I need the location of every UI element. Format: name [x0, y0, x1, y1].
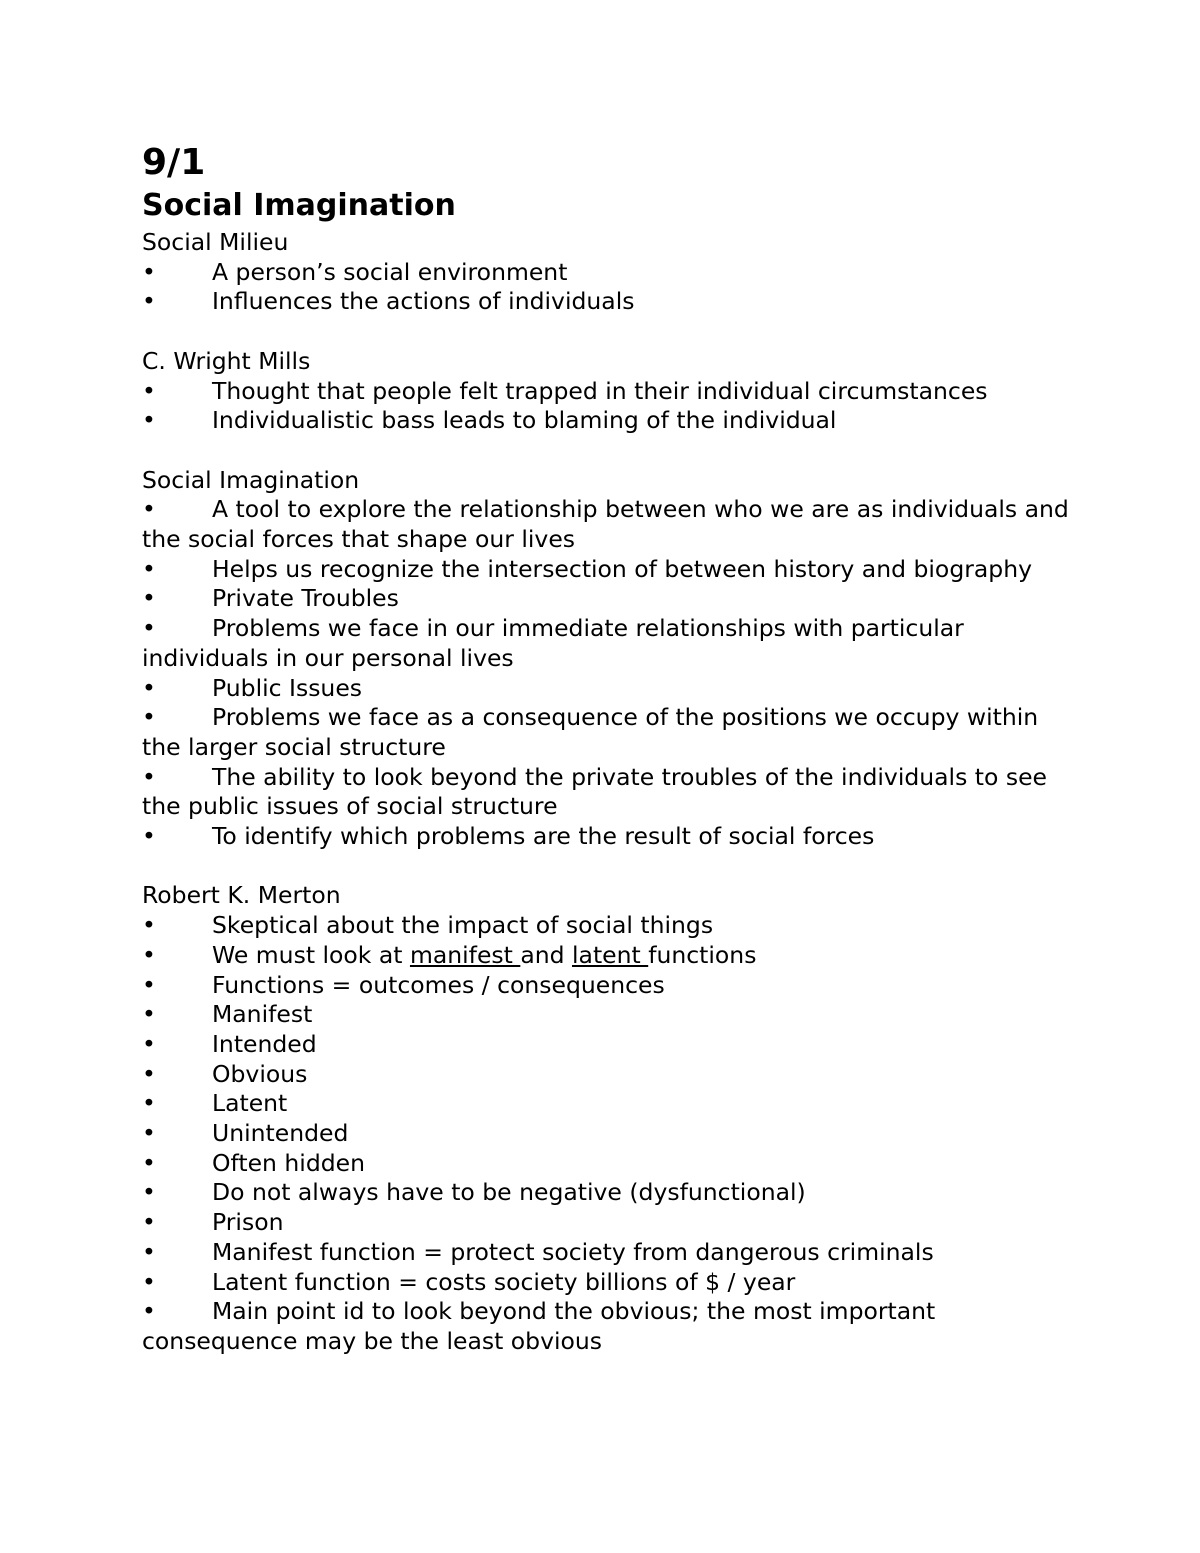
- section-heading: Social Imagination: [142, 465, 360, 494]
- bullet-list: [142, 258, 1082, 317]
- bullet-item: [142, 703, 1082, 762]
- bullet-text: Prison: [212, 1208, 284, 1237]
- bullet-dot-icon: •: [142, 1089, 156, 1118]
- bullet-dot-icon: •: [142, 406, 156, 435]
- bullet-dot-icon: •: [142, 911, 156, 940]
- bullet-text: Public Issues: [212, 673, 363, 702]
- bullet-item: [142, 1000, 1082, 1030]
- bullet-text: Problems we face as a consequence of the positions we occupy within the larger social structure: [142, 703, 1039, 761]
- section: [142, 466, 1082, 852]
- bullet-item: [142, 1208, 1082, 1238]
- document-title: Social Imagination: [142, 188, 456, 223]
- bullet-text: and: [520, 940, 573, 969]
- bullet-item: [142, 1149, 1082, 1179]
- bullet-text: Problems we face in our immediate relationships with particular individuals in our personal lives: [142, 614, 964, 672]
- section: [142, 881, 1082, 1356]
- bullet-item: [142, 941, 1082, 971]
- bullet-item: [142, 584, 1082, 614]
- bullet-text: The ability to look beyond the private troubles of the individuals to see the public issues of social structure: [142, 762, 1048, 821]
- bullet-dot-icon: •: [142, 1029, 156, 1058]
- bullet-dot-icon: •: [142, 287, 156, 316]
- bullet-dot-icon: •: [142, 495, 156, 524]
- section-heading: C. Wright Mills: [142, 346, 311, 375]
- bullet-dot-icon: •: [142, 257, 156, 286]
- bullet-dot-icon: •: [142, 940, 156, 969]
- bullet-text: Functions = outcomes / consequences: [212, 970, 665, 999]
- bullet-text: A person’s social environment: [212, 257, 568, 286]
- bullet-dot-icon: •: [142, 584, 156, 613]
- bullet-text: Individualistic bass leads to blaming of the individual: [212, 406, 837, 435]
- bullet-item: [142, 377, 1082, 407]
- underlined-term: latent: [572, 940, 649, 969]
- bullet-text: Main point id to look beyond the obvious; the most important consequence may be the least obvious: [142, 1297, 936, 1355]
- bullet-dot-icon: •: [142, 762, 156, 791]
- bullet-dot-icon: •: [142, 673, 156, 702]
- bullet-item: [142, 406, 1082, 436]
- bullet-dot-icon: •: [142, 1178, 156, 1207]
- document-date: 9/1: [142, 142, 206, 183]
- bullet-text: Intended: [212, 1029, 317, 1058]
- bullet-text: Unintended: [212, 1119, 349, 1148]
- bullet-item: [142, 763, 1082, 822]
- bullet-text: Do not always have to be negative (dysfunctional): [212, 1178, 806, 1207]
- bullet-dot-icon: •: [142, 376, 156, 405]
- bullet-text: Latent function = costs society billions of $ / year: [212, 1267, 796, 1296]
- bullet-dot-icon: •: [142, 822, 156, 851]
- bullet-text: Often hidden: [212, 1148, 366, 1177]
- bullet-text: Obvious: [212, 1059, 308, 1088]
- bullet-item: [142, 1030, 1082, 1060]
- section-heading: Robert K. Merton: [142, 881, 341, 910]
- bullet-item: [142, 1297, 1082, 1356]
- section: [142, 347, 1082, 436]
- bullet-text: Skeptical about the impact of social things: [212, 911, 714, 940]
- bullet-list: [142, 911, 1082, 1357]
- bullet-text: Manifest function = protect society from dangerous criminals: [212, 1237, 934, 1266]
- bullet-item: [142, 495, 1082, 554]
- bullet-text: Helps us recognize the intersection of between history and biography: [212, 554, 1033, 583]
- section-heading: Social Milieu: [142, 228, 289, 256]
- bullet-text: We must look at: [212, 940, 410, 969]
- bullet-item: [142, 1060, 1082, 1090]
- bullet-list: [142, 495, 1082, 851]
- bullet-dot-icon: •: [142, 1119, 156, 1148]
- bullet-text: A tool to explore the relationship between who we are as individuals and the social forces that shape our lives: [142, 495, 1069, 553]
- bullet-dot-icon: •: [142, 614, 156, 643]
- bullet-dot-icon: •: [142, 1208, 156, 1237]
- bullet-item: [142, 614, 1082, 673]
- bullet-dot-icon: •: [142, 554, 156, 583]
- bullet-text: To identify which problems are the result of social forces: [212, 822, 875, 851]
- bullet-dot-icon: •: [142, 703, 156, 732]
- section: [142, 228, 1082, 317]
- bullet-item: [142, 1238, 1082, 1268]
- bullet-text: Influences the actions of individuals: [212, 287, 635, 316]
- document-page: [142, 140, 1082, 1357]
- bullet-text: Thought that people felt trapped in their individual circumstances: [212, 376, 988, 405]
- bullet-dot-icon: •: [142, 1237, 156, 1266]
- bullet-item: [142, 1119, 1082, 1149]
- bullet-item: [142, 1178, 1082, 1208]
- bullet-item: [142, 258, 1082, 288]
- bullet-text: Latent: [212, 1089, 288, 1118]
- bullet-item: [142, 555, 1082, 585]
- notes-body: [142, 228, 1082, 1357]
- bullet-dot-icon: •: [142, 1297, 156, 1326]
- bullet-dot-icon: •: [142, 1059, 156, 1088]
- bullet-item: [142, 911, 1082, 941]
- bullet-text: Manifest: [212, 1000, 313, 1029]
- bullet-text: functions: [648, 940, 757, 969]
- bullet-text: Private Troubles: [212, 584, 399, 613]
- bullet-item: [142, 1089, 1082, 1119]
- bullet-item: [142, 1268, 1082, 1298]
- bullet-dot-icon: •: [142, 1000, 156, 1029]
- bullet-item: [142, 287, 1082, 317]
- bullet-list: [142, 377, 1082, 436]
- bullet-item: [142, 674, 1082, 704]
- bullet-item: [142, 971, 1082, 1001]
- bullet-dot-icon: •: [142, 1267, 156, 1296]
- bullet-dot-icon: •: [142, 1148, 156, 1177]
- bullet-dot-icon: •: [142, 970, 156, 999]
- underlined-term: manifest: [409, 940, 521, 969]
- bullet-item: [142, 822, 1082, 852]
